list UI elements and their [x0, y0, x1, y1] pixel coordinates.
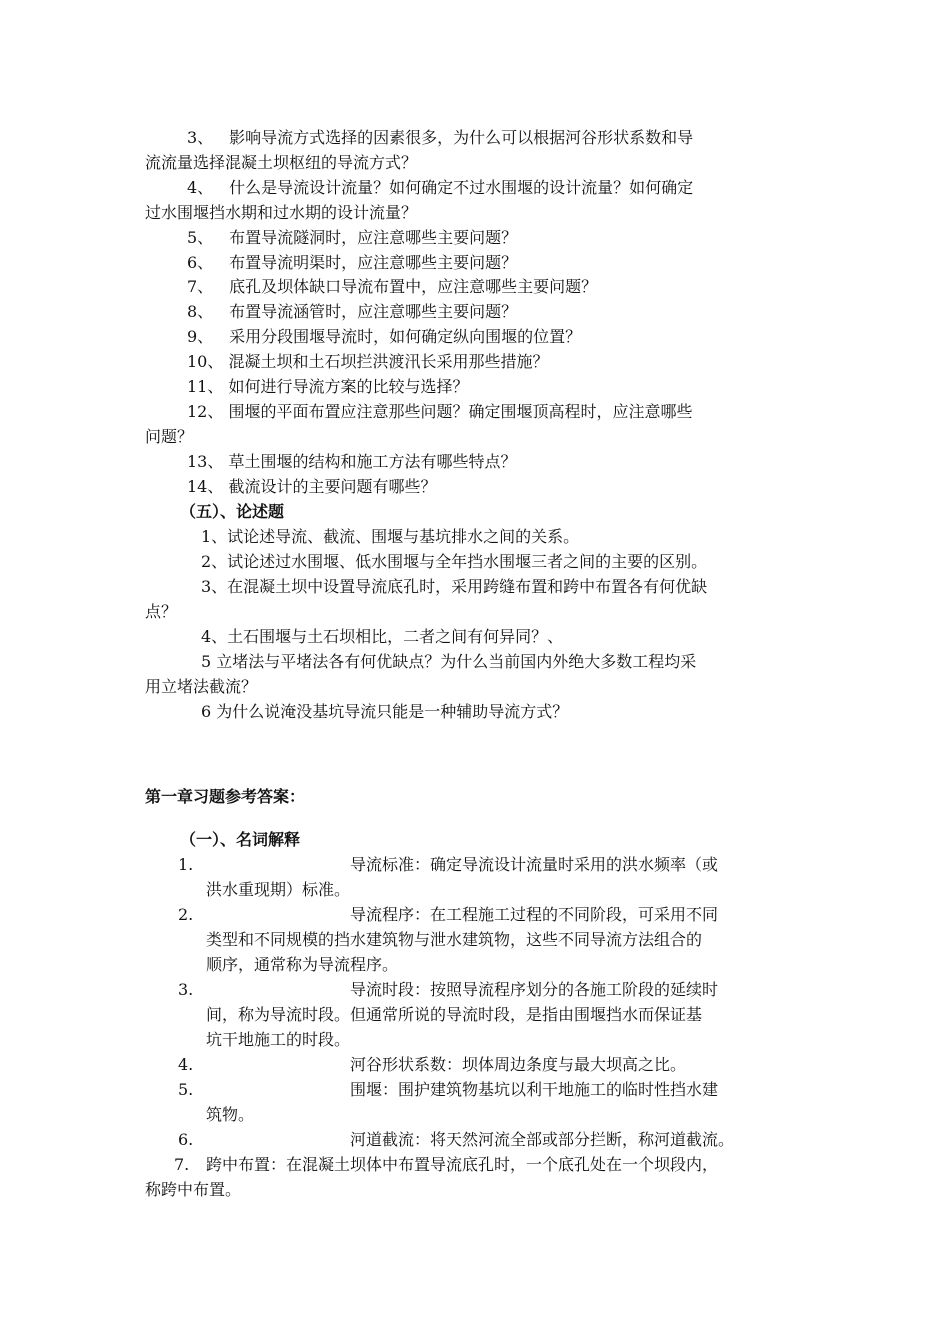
question-13: 13、 草土围堰的结构和施工方法有哪些特点？ — [187, 452, 517, 471]
answer-text: 称跨中布置。 — [145, 1180, 242, 1199]
answers-section-heading: （一）、名词解释 — [180, 830, 301, 849]
essay-question-4: 4、土石围堰与土石坝相比，二者之间有何异同？、 — [201, 627, 564, 646]
answer-text: 顺序，通常称为导流程序。 — [206, 955, 399, 974]
essay-question-1: 1、试论述导流、截流、围堰与基坑排水之间的关系。 — [201, 527, 580, 546]
question-10: 10、 混凝土坝和土石坝拦洪渡汛长采用那些措施？ — [187, 352, 549, 371]
answer-text: 类型和不同规模的挡水建筑物与泄水建筑物，这些不同导流方法组合的 — [206, 930, 703, 949]
answer-number: 3. — [178, 980, 194, 999]
answer-number: 4. — [178, 1055, 194, 1074]
question-5: 5、 布置导流隧洞时，应注意哪些主要问题？ — [187, 228, 518, 247]
answer-number: 5. — [178, 1080, 194, 1099]
question-7: 7、 底孔及坝体缺口导流布置中，应注意哪些主要问题？ — [187, 277, 598, 296]
answers-title: 第一章习题参考答案： — [145, 787, 306, 806]
answer-text: 筑物。 — [206, 1105, 255, 1124]
answer-text: 围堰：围护建筑物基坑以利干地施工的临时性挡水建 — [350, 1080, 719, 1099]
answer-number: 2. — [178, 905, 194, 924]
essay-question-6: 6 为什么说淹没基坑导流只能是一种辅助导流方式？ — [201, 702, 569, 721]
answer-text: 洪水重现期）标准。 — [206, 880, 351, 899]
question-14: 14、 截流设计的主要问题有哪些？ — [187, 477, 437, 496]
question-3-line-2: 流流量选择混凝土坝枢纽的导流方式？ — [145, 153, 418, 172]
essay-question-3-line-1: 3、在混凝土坝中设置导流底孔时，采用跨缝布置和跨中布置各有何优缺 — [201, 577, 708, 596]
answer-text: 导流程序：在工程施工过程的不同阶段，可采用不同 — [350, 905, 719, 924]
question-9: 9、 采用分段围堰导流时，如何确定纵向围堰的位置？ — [187, 327, 582, 346]
question-8: 8、 布置导流涵管时，应注意哪些主要问题？ — [187, 302, 518, 321]
essay-question-5-line-1: 5 立堵法与平堵法各有何优缺点？为什么当前国内外绝大多数工程均采 — [201, 652, 697, 671]
essay-heading: （五）、论述题 — [180, 502, 285, 521]
question-12-line-2: 问题？ — [145, 427, 194, 446]
answer-text: 坑干地施工的时段。 — [206, 1030, 351, 1049]
answer-number: 1. — [178, 855, 194, 874]
answer-text: 间，称为导流时段。但通常所说的导流时段，是指由围堰挡水而保证基 — [206, 1005, 703, 1024]
question-4-line-2: 过水围堰挡水期和过水期的设计流量？ — [145, 203, 418, 222]
question-11: 11、 如何进行导流方案的比较与选择？ — [187, 377, 469, 396]
answer-text: 河谷形状系数：坝体周边条度与最大坝高之比。 — [350, 1055, 687, 1074]
question-12-line-1: 12、 围堰的平面布置应注意那些问题？确定围堰顶高程时，应注意哪些 — [187, 402, 693, 421]
answer-text: 导流时段：按照导流程序划分的各施工阶段的延续时 — [350, 980, 719, 999]
answer-number: 7. — [174, 1155, 190, 1174]
answer-text: 导流标准：确定导流设计流量时采用的洪水频率（或 — [350, 855, 719, 874]
question-4-line-1: 4、 什么是导流设计流量？如何确定不过水围堰的设计流量？如何确定 — [187, 178, 694, 197]
essay-question-2: 2、试论述过水围堰、低水围堰与全年挡水围堰三者之间的主要的区别。 — [201, 552, 708, 571]
question-6: 6、 布置导流明渠时，应注意哪些主要问题？ — [187, 253, 518, 272]
essay-question-5-line-2: 用立堵法截流？ — [145, 677, 258, 696]
answer-text: 河道截流：将天然河流全部或部分拦断，称河道截流。 — [350, 1130, 735, 1149]
question-3-line-1: 3、 影响导流方式选择的因素很多，为什么可以根据河谷形状系数和导 — [187, 128, 694, 147]
answer-text: 跨中布置：在混凝土坝体中布置导流底孔时，一个底孔处在一个坝段内， — [206, 1155, 719, 1174]
answer-number: 6. — [178, 1130, 194, 1149]
essay-question-3-line-2: 点？ — [145, 602, 178, 621]
